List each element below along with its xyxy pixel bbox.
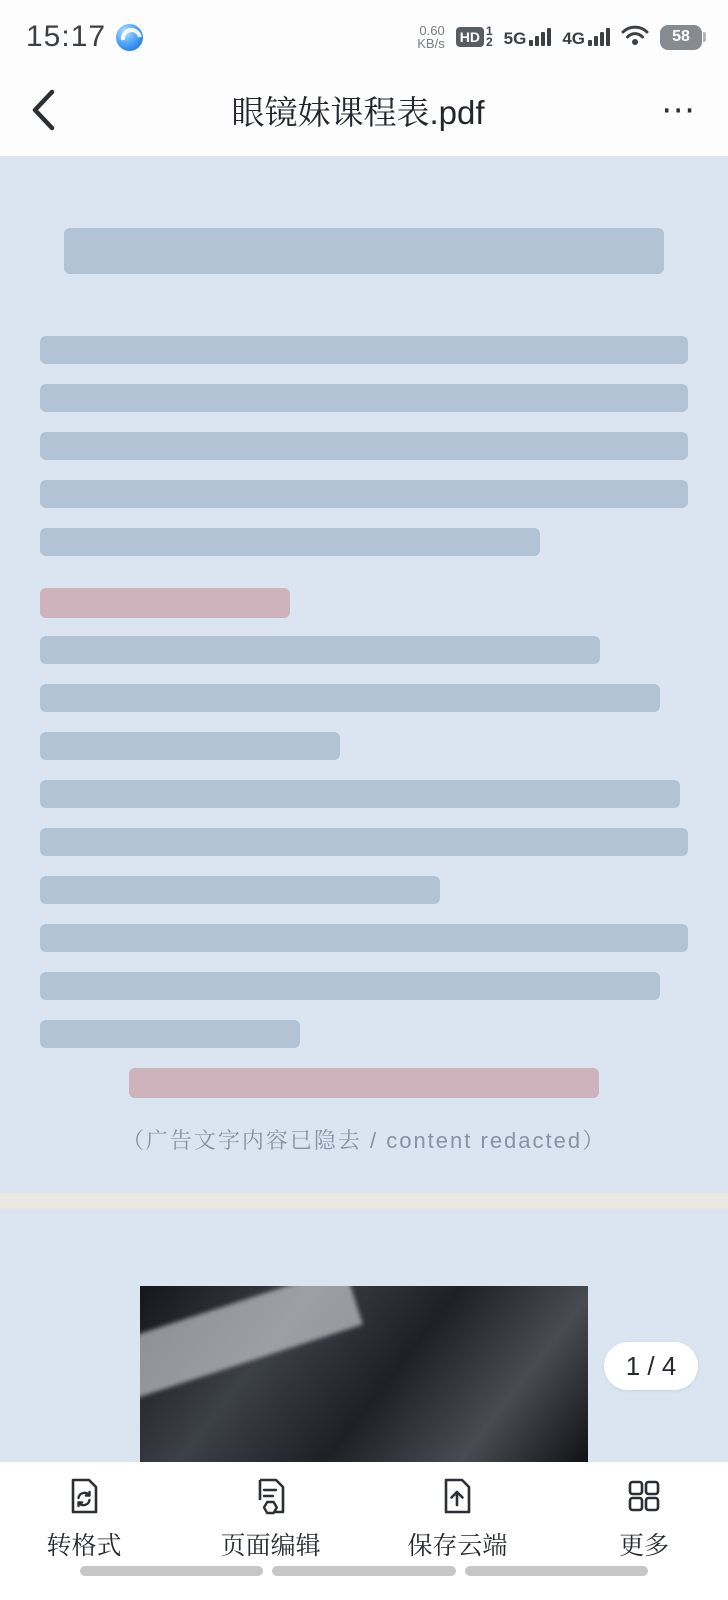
redacted-text-line	[40, 636, 600, 664]
redacted-heading	[64, 228, 664, 274]
redacted-text-line	[40, 780, 680, 808]
page-edit-label: 页面编辑	[220, 1532, 321, 1560]
back-button[interactable]	[30, 88, 74, 132]
redacted-text-line	[40, 432, 688, 460]
hd-sim1-label: 1	[485, 24, 493, 38]
signal-bars-icon	[529, 28, 551, 46]
redacted-text-line	[40, 336, 688, 364]
wifi-icon	[621, 24, 649, 51]
battery-indicator: 58	[660, 25, 702, 50]
convert-format-label: 转格式	[46, 1532, 122, 1560]
redacted-text-line	[40, 384, 688, 412]
redacted-text-line	[40, 528, 540, 556]
page-edit-icon	[251, 1476, 291, 1516]
sim2-signal	[562, 28, 610, 46]
bottom-toolbar	[0, 1462, 728, 1600]
page-divider	[0, 1193, 728, 1209]
signal-bars-icon	[588, 28, 610, 46]
sim2-network-type: 4G	[562, 29, 585, 48]
page-edit-button[interactable]	[221, 1476, 321, 1562]
pdf-page-1	[0, 156, 728, 1193]
overflow-menu-button[interactable]: ⋯	[661, 91, 698, 129]
save-cloud-label: 保存云端	[407, 1532, 508, 1560]
network-speed-indicator	[417, 24, 444, 50]
sim1-network-type: 5G	[503, 29, 527, 48]
redacted-text-line	[40, 684, 660, 712]
more-label: 更多	[618, 1532, 669, 1560]
network-speed-value: 0.60	[419, 23, 445, 38]
redacted-text-line	[40, 732, 340, 760]
redacted-text-line	[40, 876, 440, 904]
redacted-text-line	[40, 480, 688, 508]
grid-more-icon	[624, 1476, 664, 1516]
convert-format-icon	[64, 1476, 104, 1516]
sim1-signal	[504, 28, 552, 46]
redacted-footer-line	[129, 1068, 599, 1098]
redaction-note: （广告文字内容已隐去 / content redacted）	[121, 1128, 607, 1153]
browser-notification-icon	[116, 24, 143, 51]
pdf-viewer[interactable]	[0, 156, 728, 1462]
redacted-text-line	[40, 972, 660, 1000]
redacted-text-line	[40, 828, 688, 856]
hd-sim2-label: 2	[485, 35, 493, 49]
bottom-handle-segments[interactable]	[80, 1566, 648, 1576]
volte-hd-indicator	[456, 26, 493, 48]
save-cloud-button[interactable]	[407, 1476, 507, 1562]
hd-icon: HD	[456, 27, 484, 47]
redacted-section-heading	[40, 588, 290, 618]
chevron-left-icon	[30, 89, 56, 131]
save-cloud-icon	[437, 1476, 477, 1516]
redacted-photo-placeholder	[140, 1286, 588, 1462]
convert-format-button[interactable]	[34, 1476, 134, 1562]
redacted-text-line	[40, 924, 688, 952]
status-bar	[0, 0, 728, 64]
network-speed-unit: KB/s	[417, 36, 445, 51]
more-button[interactable]	[594, 1476, 694, 1562]
redacted-text-line	[40, 1020, 300, 1048]
document-title: 眼镜妹课程表.pdf	[231, 93, 485, 131]
clock: 15:17	[26, 20, 107, 53]
app-header	[0, 64, 728, 156]
page-indicator: 1 / 4	[604, 1342, 698, 1390]
